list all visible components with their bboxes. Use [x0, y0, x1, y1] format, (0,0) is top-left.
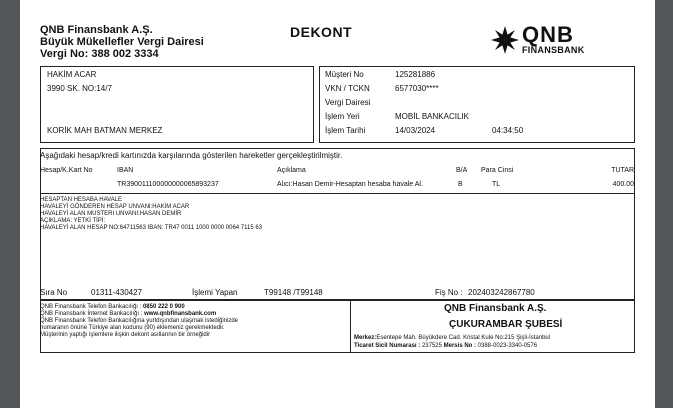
doc-title: DEKONT — [290, 24, 353, 40]
registry-value: 237525 — [421, 343, 442, 349]
contact-line-5: Müşterinin yaptığı işlemlere ilişkin dekont asıllarının bir örneğidir — [40, 332, 211, 338]
customer-address-1: 3990 SK. NO:14/7 — [47, 84, 112, 93]
date-label: İşlem Tarihi — [325, 126, 366, 135]
customer-address-2: KORİK MAH BATMAN MERKEZ — [47, 126, 163, 135]
location-value: MOBİL BANKACILIK — [395, 112, 469, 121]
internet-label: QNB Finansbank İnternet Bankacılığı : — [40, 311, 143, 317]
col-description: Açıklama — [277, 167, 306, 174]
tax-id-value: 6577030**** — [395, 84, 439, 93]
receipt-no-value: 202403242867780 — [468, 288, 535, 297]
receipt-no-label: Fiş No : — [435, 288, 463, 297]
bank-name: QNB Finansbank A.Ş. — [40, 24, 153, 36]
seq-value: 01311-430427 — [91, 288, 143, 297]
customer-name: HAKİM ACAR — [47, 70, 97, 79]
logo-main: QNB — [522, 22, 574, 47]
qnb-logo-icon — [490, 25, 520, 55]
col-ba: B/A — [456, 167, 468, 174]
transactions-intro: Aşağıdaki hesap/kredi kartınızda karşılarında gösterilen hareketler gerçekleştirilmiştir. — [40, 151, 343, 160]
internet-link[interactable]: www.qnbfinansbank.com — [144, 311, 217, 317]
location-label: İşlem Yeri — [325, 112, 360, 121]
row-currency: TL — [492, 181, 501, 188]
registry-info — [354, 343, 537, 350]
row-description: Alıcı:Hasan Demir-Hesaptan hesaba havale Al. — [277, 181, 423, 188]
customer-no-value: 125281886 — [395, 70, 436, 79]
row-ba: B — [458, 181, 463, 188]
col-iban: IBAN — [117, 167, 134, 174]
time-value: 04:34:50 — [492, 126, 524, 135]
receipt-page — [20, 0, 655, 408]
detail-line-4: AÇIKLAMA: YETKİ TİPİ: — [40, 218, 106, 224]
row-iban: TR390011100000000065893237 — [117, 181, 219, 188]
phone-label: QNB Finansbank Telefon Bankacılığı : — [40, 304, 142, 310]
detail-line-2: HAVALEYİ GÖNDEREN HESAP UNVANI:HAKİM ACAR — [40, 204, 190, 210]
mersis-value: 0388-0023-3340-0576 — [477, 343, 538, 349]
operator-value: T99148 /T99148 — [264, 288, 323, 297]
branch-bank: QNB Finansbank A.Ş. — [444, 303, 547, 314]
seq-label: Sıra No — [40, 288, 68, 297]
customer-no-label: Müşteri No — [325, 70, 364, 79]
detail-line-5: HAVALEYİ ALAN HESAP NO:64711563 IBAN: TR47 0011 1000 0000 0064 7115 63 — [40, 225, 263, 231]
hq-address — [354, 335, 550, 342]
phone-banking — [40, 304, 185, 311]
transactions-divider — [40, 193, 635, 194]
registry-label: Ticaret Sicil Numarası : — [354, 343, 421, 349]
hq-label: Merkez: — [354, 335, 377, 341]
row-amount: 400.00 — [612, 181, 634, 188]
date-value: 14/03/2024 — [395, 126, 436, 135]
tax-office: Büyük Mükellefler Vergi Dairesi — [40, 36, 204, 48]
logo-sub: FINANSBANK — [522, 45, 585, 55]
contact-line-3: QNB Finansbank Telefon Bankacılığına yurtdışından ulaşmak istediğinizde — [40, 318, 239, 324]
contact-line-4: numaranın önüne Türkiye alan kodunu (90) eklemeniz gerekmektedir. — [40, 325, 225, 331]
mersis-label: Mersis No : — [443, 343, 476, 349]
tax-id-label: VKN / TCKN — [325, 84, 370, 93]
operator-label: İşlemi Yapan — [192, 288, 238, 297]
tax-no: Vergi No: 388 002 3334 — [40, 48, 159, 60]
tax-office-label: Vergi Dairesi — [325, 98, 371, 107]
col-account: Hesap/K.Kart No — [40, 167, 93, 174]
internet-banking — [40, 311, 216, 318]
col-amount: TUTAR — [611, 167, 634, 174]
detail-line-3: HAVALEYİ ALAN MUSTERI UNVANI:HASAN DEMİR — [40, 211, 182, 217]
phone-value: 0850 222 0 900 — [142, 304, 185, 310]
col-currency: Para Cinsi — [481, 167, 514, 174]
branch-name: ÇUKURAMBAR ŞUBESİ — [449, 319, 563, 330]
contact-divider — [350, 300, 351, 353]
hq-value: Esentepe Mah. Büyükdere Cad. Kristal Kule No:215 Şişli-İstanbul — [376, 335, 551, 341]
detail-line-1: HESAPTAN HESABA HAVALE — [40, 197, 123, 203]
